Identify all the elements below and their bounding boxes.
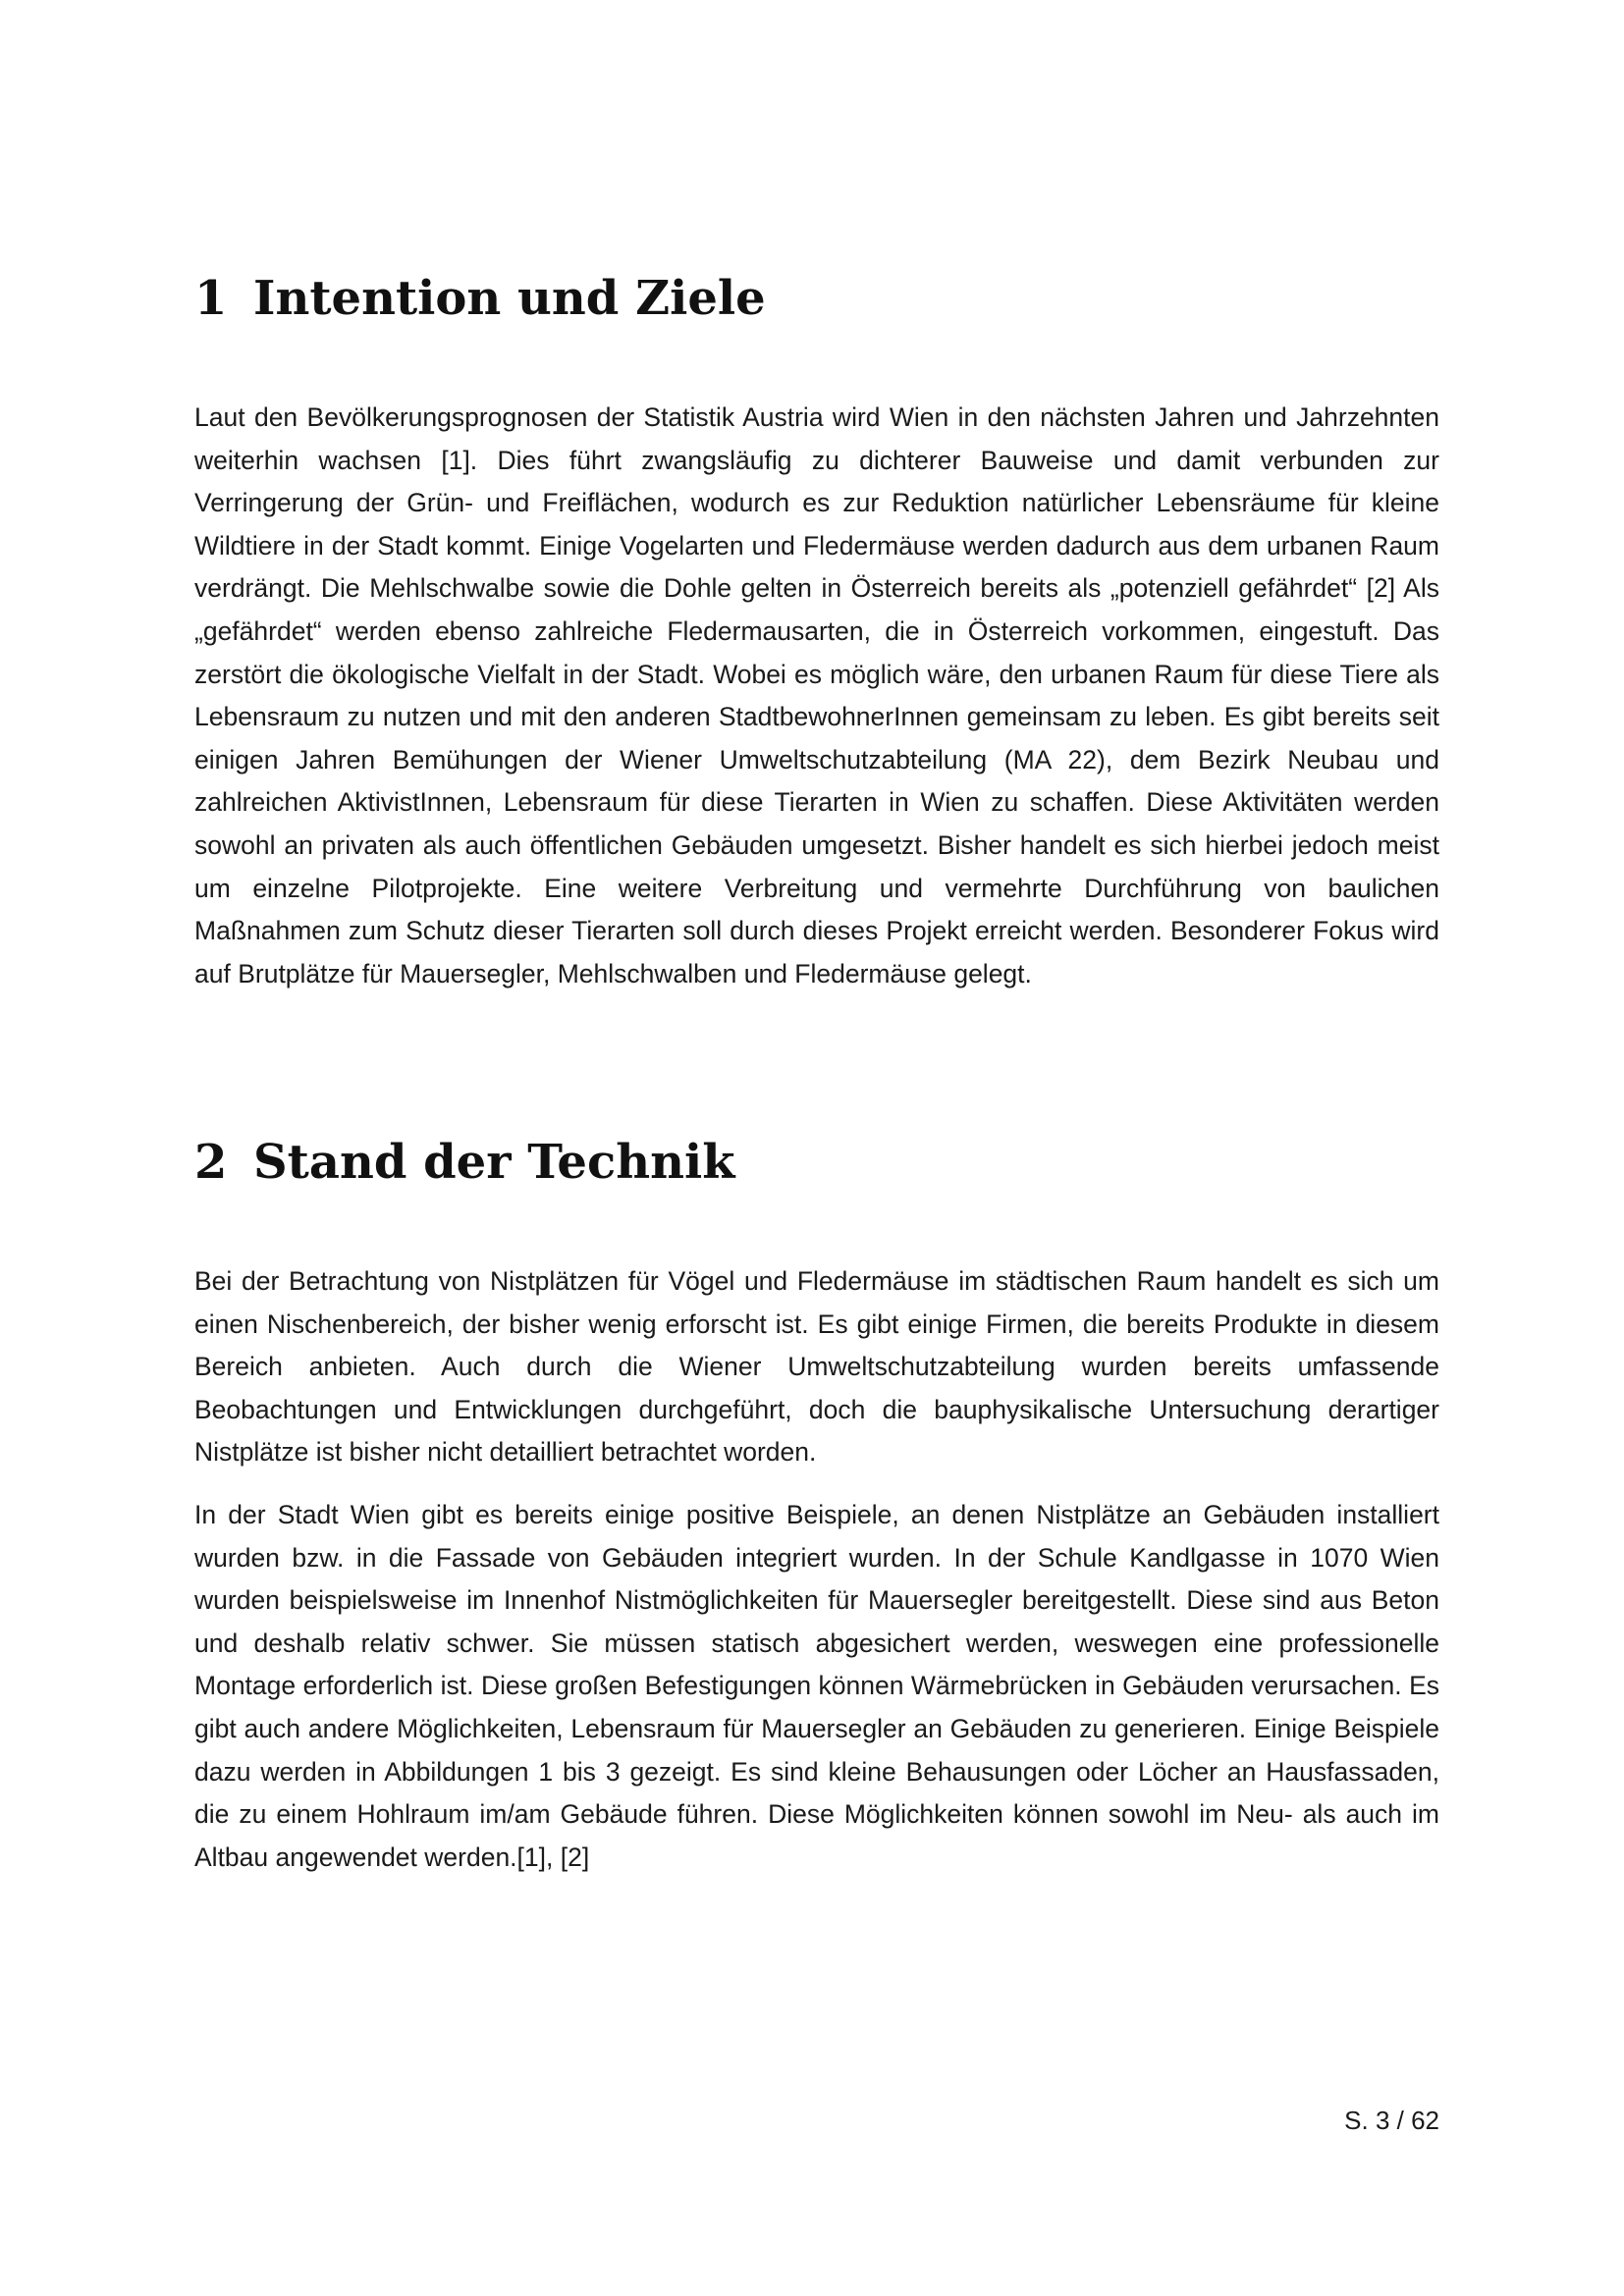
section-heading (194, 263, 1439, 334)
section-intention-und-ziele (194, 263, 1439, 995)
body-paragraph: In der Stadt Wien gibt es bereits einige positive Beispiele, an denen Nistplätze an Gebäuden installiert wurden bzw. in die Fassade von Gebäuden integriert wurden. In der Schule Kandlgasse in 1070 Wien wurden beispielsweise im Innenhof Nistmöglichkeiten für Mauersegler bereitgestellt. Diese sind aus Beton und deshalb relativ schwer. Sie müssen statisch abgesichert werden, weswegen eine professionelle Montage erforderlich ist. Diese großen Befestigungen können Wärmebrücken in Gebäuden verursachen. Es gibt auch andere Möglichkeiten, Lebensraum für Mauersegler an Gebäuden zu generieren. Einige Beispiele dazu werden in Abbildungen 1 bis 3 gezeigt. Es sind kleine Behausungen oder Löcher an Hausfassaden, die zu einem Hohlraum im/am Gebäude führen. Diese Möglichkeiten können sowohl im Neu- als auch im Altbau angewendet werden.[1], [2] (194, 1499, 1439, 1872)
section-title: Stand der Technik (253, 1135, 735, 1190)
section-heading (194, 1127, 1439, 1198)
body-paragraph: Laut den Bevölkerungsprognosen der Statistik Austria wird Wien in den nächsten Jahren und Jahrzehnten weiterhin wachsen [1]. Dies führt zwangsläufig zu dichterer Bauweise und damit verbunden zur Verringerung der Grün- und Freiflächen, wodurch es zur Reduktion natürlicher Lebensräume für kleine Wildtiere in der Stadt kommt. Einige Vogelarten und Fledermäuse werden dadurch aus dem urbanen Raum verdrängt. Die Mehlschwalbe sowie die Dohle gelten in Österreich bereits als „potenziell gefährdet“ [2] Als „gefährdet“ werden ebenso zahlreiche Fledermausarten, die in Österreich vorkommen, eingestuft. Das zerstört die ökologische Vielfalt in der Stadt. Wobei es möglich wäre, den urbanen Raum für diese Tiere als Lebensraum zu nutzen und mit den anderen StadtbewohnerInnen gemeinsam zu leben. Es gibt bereits seit einigen Jahren Bemühungen der Wiener Umweltschutzabteilung (MA 22), dem Bezirk Neubau und zahlreichen AktivistInnen, Lebensraum für diese Tierarten in Wien zu schaffen. Diese Aktivitäten werden sowohl an privaten als auch öffentlichen Gebäuden umgesetzt. Bisher handelt es sich hierbei jedoch meist um einzelne Pilotprojekte. Eine weitere Verbreitung und vermehrte Durchführung von baulichen Maßnahmen zum Schutz dieser Tierarten soll durch dieses Projekt erreicht werden. Besonderer Fokus wird auf Brutplätze für Mauersegler, Mehlschwalben und Fledermäuse gelegt. (194, 402, 1439, 988)
section-title: Intention und Ziele (253, 271, 766, 326)
page-number: S. 3 / 62 (1344, 2106, 1439, 2135)
section-stand-der-technik (194, 1127, 1439, 1879)
body-paragraph: Bei der Betrachtung von Nistplätzen für Vögel und Fledermäuse im städtischen Raum handelt es sich um einen Nischenbereich, der bisher wenig erforscht ist. Es gibt einige Firmen, die bereits Produkte in diesem Bereich anbieten. Auch durch die Wiener Umweltschutzabteilung wurden bereits umfassende Beobachtungen und Entwicklungen durchgeführt, doch die bauphysikalische Untersuchung derartiger Nistplätze ist bisher nicht detailliert betrachtet worden. (194, 1266, 1439, 1468)
section-number: 1 (194, 271, 228, 326)
section-number: 2 (194, 1135, 228, 1190)
